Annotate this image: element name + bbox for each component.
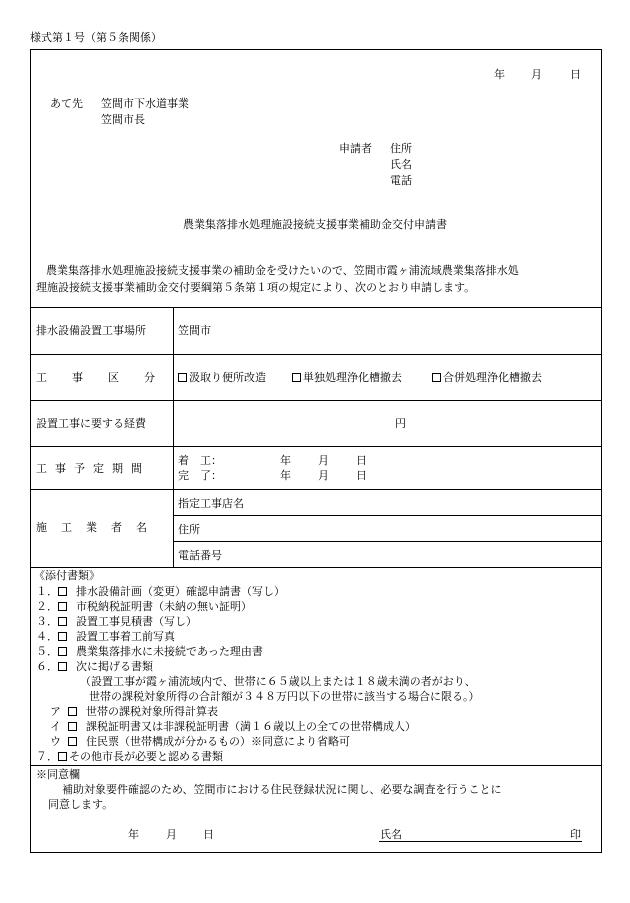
schedule-start-day: 日 [356,454,367,467]
schedule-end-year: 年 [280,469,291,482]
checkbox-icon[interactable] [58,647,67,656]
table-divider [173,515,602,516]
attachment-sub-item-a [50,705,218,718]
schedule-end-month: 月 [318,469,329,482]
attachment-sub-text: 世帯の課税対象所得計算表 [86,705,218,718]
work-type-label-text: 工事区分 [36,371,180,384]
addressee-line2: 笠間市長 [101,113,145,126]
checkbox-icon[interactable] [68,707,77,716]
date-year: 年 [494,68,505,81]
form-title: 農業集落排水処理施設接続支援事業補助金交付申請書 [183,218,447,231]
table-divider [173,541,602,542]
attachment-item-7 [36,750,223,763]
checkbox-icon[interactable] [432,373,441,382]
attachment-item-3 [36,615,197,628]
attachment-note-line-2: 世帯の課税対象所得の合計額が３４８万円以下の世帯に該当する場合に限る。） [89,690,480,703]
attachment-item-2 [36,600,252,613]
consent-year: 年 [128,828,139,841]
consent-month: 月 [166,828,177,841]
checkbox-icon[interactable] [58,617,67,626]
attachment-sub-text: 課税証明書又は非課税証明書（満１６歳以上の全ての世帯構成人） [86,720,416,733]
location-label: 排水設備設置工事場所 [36,324,146,337]
table-divider [30,567,602,568]
schedule-start-year: 年 [280,454,291,467]
schedule-start-label: 着 工： [178,454,222,467]
location-value: 笠間市 [178,324,211,337]
attachment-text: 設置工事着工前写真 [76,630,175,643]
table-divider [30,489,602,490]
checkbox-icon[interactable] [58,602,67,611]
contractor-shop-label: 指定工事店名 [178,497,244,510]
attachment-num: ６． [36,660,58,673]
applicant-name: 氏名 [390,158,412,171]
addressee-line1: 笠間市下水道事業 [101,97,189,110]
attachment-num: ４． [36,630,58,643]
checkbox-icon[interactable] [58,587,67,596]
attachment-num: ２． [36,600,58,613]
applicant-label: 申請者 [339,142,372,155]
work-type-option-2-label: 単独処理浄化槽撤去 [303,371,402,384]
attachment-sub-num: ア [50,705,61,718]
attachment-sub-item-u [50,735,350,748]
cost-unit: 円 [395,417,406,430]
contractor-phone-label: 電話番号 [178,549,222,562]
consent-header: ※同意欄 [36,768,80,781]
work-type-option-1-label: 汲取り便所改造 [189,371,266,384]
attachment-item-4 [36,630,175,643]
work-type-label [36,371,180,384]
table-divider [30,446,602,447]
attachment-note-line-1: （設置工事が霞ヶ浦流域内で、世帯に６５歳以上または１８歳未満の者がおり、 [80,675,476,688]
attachments-header: 《添付書類》 [34,569,100,582]
consent-name-label: 氏名 [380,828,402,841]
work-type-option-3-label: 合併処理浄化槽撤去 [443,371,542,384]
contractor-label: 施工業者名 [36,521,161,534]
work-type-option-1[interactable] [178,371,266,384]
consent-line-2: 同意します。 [48,798,114,811]
applicant-address: 住所 [390,142,412,155]
contractor-address-label: 住所 [178,523,200,536]
form-number: 様式第１号（第５条関係） [30,31,162,44]
schedule-label: 工事予定期間 [36,462,150,475]
cost-label: 設置工事に要する経費 [36,417,146,430]
table-divider [30,307,602,308]
checkbox-icon[interactable] [58,662,67,671]
attachment-text: 次に掲げる書類 [76,660,153,673]
schedule-end-day: 日 [356,469,367,482]
attachment-num: １． [36,585,58,598]
attachment-text: 設置工事見積書（写し） [76,615,197,628]
checkbox-icon[interactable] [58,632,67,641]
checkbox-icon[interactable] [68,722,77,731]
attachment-text: 農業集落排水に未接続であった理由書 [76,645,263,658]
consent-day: 日 [203,828,214,841]
attachment-num: ３． [36,615,58,628]
attachment-sub-item-i [50,720,416,733]
attachment-text: その他市長が必要と認める書類 [69,750,223,763]
table-divider [30,354,602,355]
attachment-text: 市税納税証明書（未納の無い証明） [76,600,252,613]
attachment-item-1 [36,585,285,598]
intro-line-1: 農業集落排水処理施設接続支援事業の補助金を受けたいので、笠間市霞ヶ浦流域農業集落排水処 [46,264,519,277]
date-month: 月 [531,68,542,81]
checkbox-icon[interactable] [292,373,301,382]
checkbox-icon[interactable] [58,752,67,761]
date-day: 日 [570,68,581,81]
work-type-option-3[interactable] [432,371,542,384]
signature-underline [379,841,582,842]
schedule-end-label: 完 了： [178,469,222,482]
addressee-label: あて先 [50,97,83,110]
checkbox-icon[interactable] [178,373,187,382]
attachment-sub-num: ウ [50,735,61,748]
table-column-divider [173,307,174,567]
checkbox-icon[interactable] [68,737,77,746]
attachment-text: 排水設備計画（変更）確認申請書（写し） [76,585,285,598]
consent-line-1: 補助対象要件確認のため、笠間市における住民登録状況に関し、必要な調査を行うことに [62,783,502,796]
attachment-num: ５． [36,645,58,658]
attachment-item-6 [36,660,153,673]
attachment-item-5 [36,645,263,658]
schedule-start-month: 月 [318,454,329,467]
attachment-sub-text: 住民票（世帯構成が分かるもの）※同意により省略可 [86,735,350,748]
attachment-sub-num: イ [50,720,61,733]
work-type-option-2[interactable] [292,371,402,384]
table-divider [30,400,602,401]
applicant-phone: 電話 [390,174,412,187]
intro-line-2: 理施設接続支援事業補助金交付要綱第５条第１項の規定により、次のとおり申請します。 [36,281,476,294]
consent-divider [30,765,602,766]
consent-seal: 印 [570,828,581,841]
attachment-num: ７． [36,750,58,763]
